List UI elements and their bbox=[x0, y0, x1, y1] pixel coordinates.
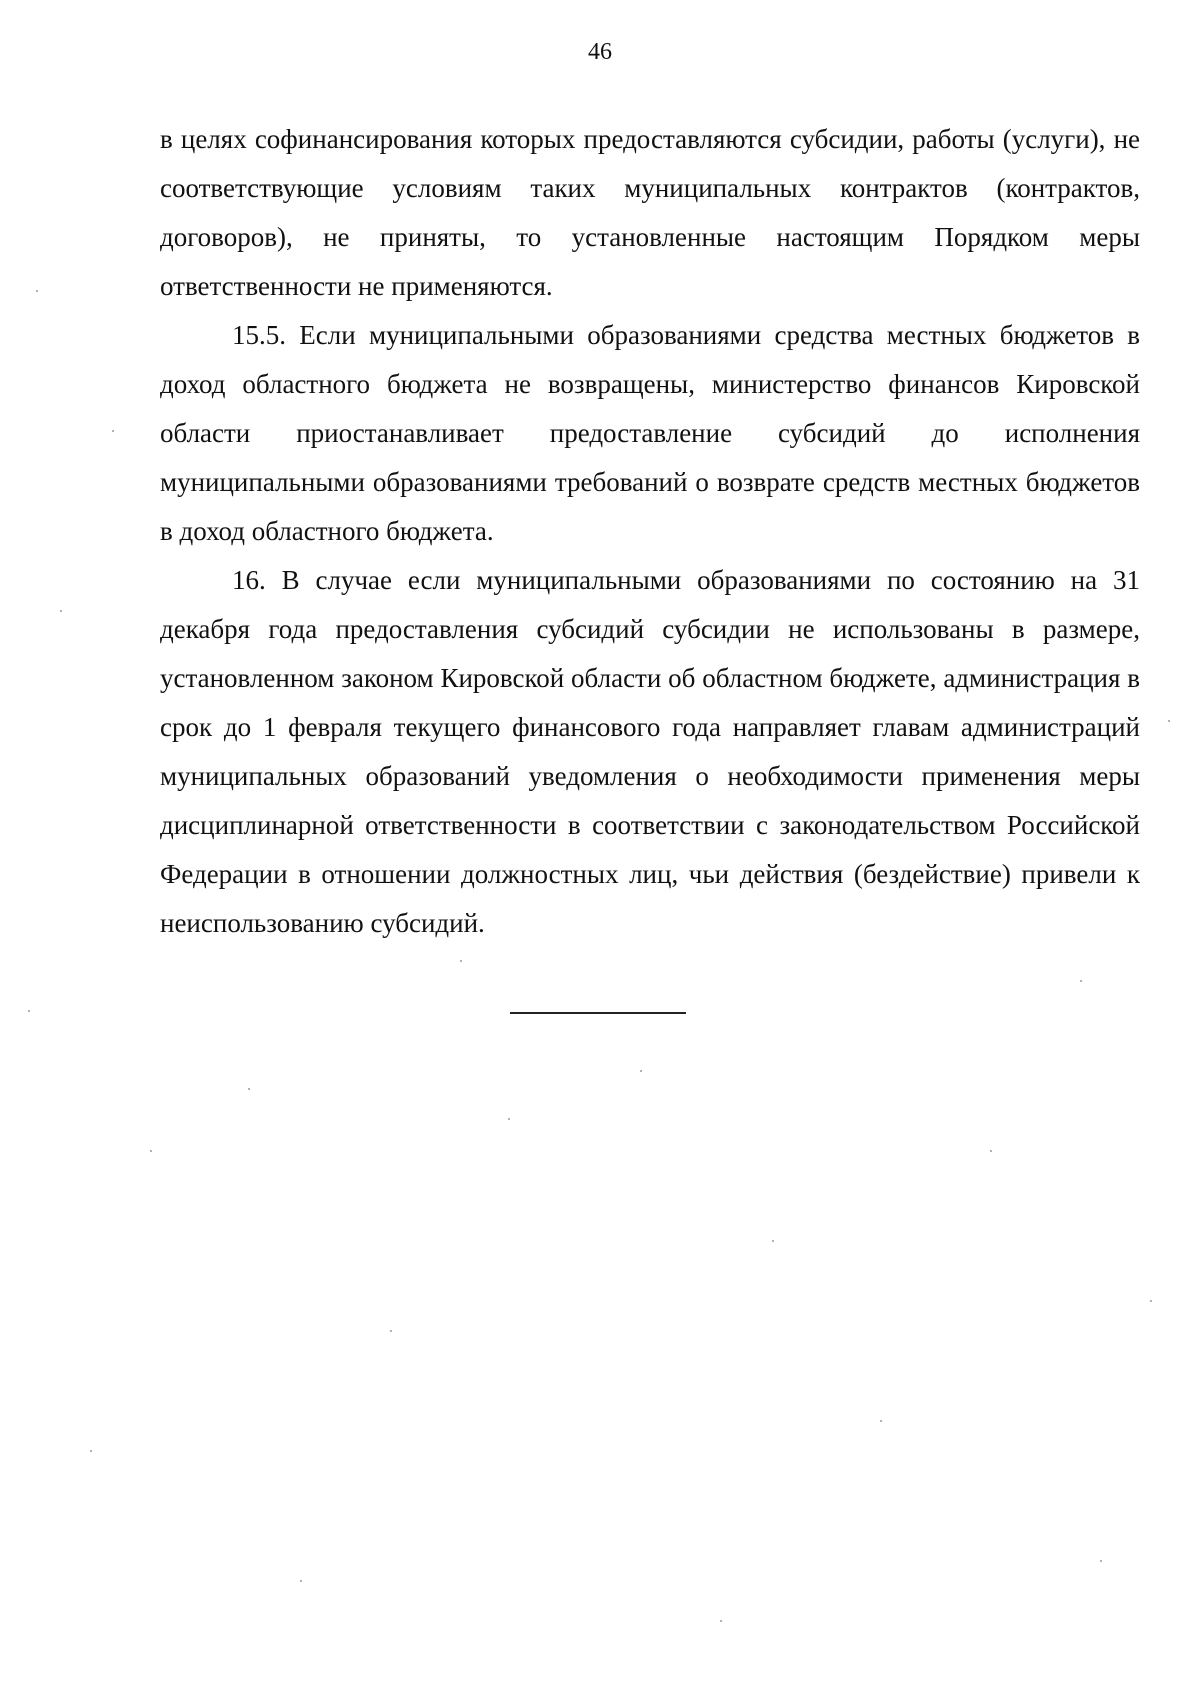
scan-speck bbox=[990, 1150, 992, 1152]
scan-speck bbox=[90, 1450, 92, 1452]
scan-speck bbox=[1150, 1300, 1152, 1302]
scan-speck bbox=[460, 960, 462, 962]
scan-speck bbox=[150, 1150, 152, 1152]
scan-speck bbox=[300, 1580, 302, 1582]
paragraph-continuation: в целях софинансирования которых предоставляются субсидии, работы (услуги), не соответствующие условиям таких муниципальных контрактов (контрактов, договоров), не приняты, то установленные настоящим Порядком меры ответственности не применяются. bbox=[160, 124, 1140, 301]
scan-speck bbox=[508, 1118, 510, 1120]
paragraph-clause-16: 16. В случае если муниципальными образованиями по состоянию на 31 декабря года предоставления субсидий субсидии не использованы в размере, установленном законом Кировской области об областном бюджете, администрация в срок до 1 февраля текущего финансового года направляет главам администраций муниципальных образований уведомления о необходимости применения меры дисциплинарной ответственности в соответствии с законодательством Российской Федерации в отношении должностных лиц, чьи действия (бездействие) привели к неиспользованию субсидий. bbox=[160, 565, 1140, 938]
document-body bbox=[160, 115, 1140, 948]
scan-speck bbox=[36, 290, 38, 292]
scan-speck bbox=[1080, 980, 1082, 982]
end-of-text-rule bbox=[510, 1012, 686, 1014]
scan-speck bbox=[390, 1330, 392, 1332]
scan-speck bbox=[60, 610, 62, 612]
scan-speck bbox=[1168, 720, 1170, 722]
scan-speck bbox=[1100, 1560, 1102, 1562]
page-number: 46 bbox=[588, 39, 612, 65]
scan-speck bbox=[720, 1620, 722, 1622]
scan-speck bbox=[248, 1088, 250, 1090]
scan-speck bbox=[28, 1010, 30, 1012]
scan-speck bbox=[772, 1240, 774, 1242]
scan-speck bbox=[112, 430, 114, 432]
scan-speck bbox=[640, 1070, 642, 1072]
paragraph-clause-15-5: 15.5. Если муниципальными образованиями средства местных бюджетов в доход областного бюджета не возвращены, министерство финансов Кировской области приостанавливает предоставление субсидий до исполнения муниципальными образованиями требований о возврате средств местных бюджетов в доход областного бюджета. bbox=[160, 320, 1140, 546]
scan-speck bbox=[880, 1420, 882, 1422]
